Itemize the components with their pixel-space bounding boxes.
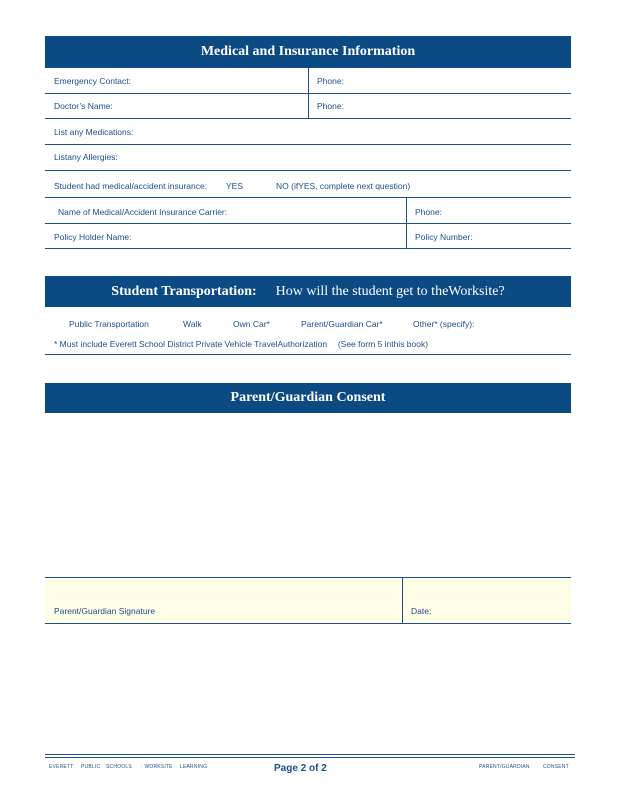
transport-option-own-car[interactable]: Own Car* [233,319,270,329]
footer-org-5: LEARNING [180,764,208,770]
transport-option-walk[interactable]: Walk [183,319,202,329]
transport-title-question: How will the student get to theWorksite? [275,284,505,299]
signature-field[interactable] [48,580,398,604]
doctor-name-field[interactable] [120,95,306,117]
row-line [45,144,571,145]
row-line [45,197,571,198]
footer-rule-top [45,754,575,755]
footer-page-number: Page 2 of 2 [274,763,327,774]
date-field[interactable] [435,580,568,618]
policy-holder-label: Policy Holder Name: [54,232,132,242]
transport-option-other[interactable]: Other* (specify): [413,319,475,329]
transport-title-bold: Student Transportation: [111,284,257,299]
consent-section-title: Parent/Guardian Consent [230,390,386,405]
doctor-phone-field[interactable] [350,95,568,117]
doctor-phone-label: Phone: [317,101,344,111]
footer-org-1: EVERETT [49,764,74,770]
transport-note-reference: (See form 5 inthis book) [337,339,429,349]
insurance-carrier-label: Name of Medical/Accident Insurance Carrier: [58,207,228,217]
policy-holder-field[interactable] [132,226,402,248]
row-line [45,354,571,355]
row-line [45,170,571,171]
signature-divider [402,577,403,623]
emergency-phone-field[interactable] [350,70,568,92]
emergency-contact-label: Emergency Contact: [54,76,132,86]
carrier-phone-label: Phone: [415,207,442,217]
emergency-phone-label: Phone: [317,76,344,86]
doctor-name-label: Doctor’s Name: [54,101,113,111]
consent-section-header [45,383,571,413]
policy-number-field[interactable] [470,226,568,248]
medical-section-title: Medical and Insurance Information [200,44,416,59]
footer-org-3: SCHOOLS [106,764,132,770]
consent-text-area [45,414,571,576]
signature-label: Parent/Guardian Signature [54,606,156,616]
carrier-phone-field[interactable] [445,200,568,222]
insurance-carrier-field[interactable] [225,200,403,222]
date-label: Date: [411,606,432,616]
footer-form-name: PARENT/GUARDIAN [479,764,530,770]
insurance-question-label: Student had medical/accident insurance: [54,181,208,191]
footer-org-4: · WORKSITE [141,764,173,770]
transport-note-required: * Must include Everett School District Private Vehicle TravelAuthorization [54,339,328,349]
row-line [45,93,571,94]
allergies-label: Listany Allergies: [54,152,118,162]
medical-section-header [45,36,571,68]
row-line [45,118,571,119]
allergies-field[interactable] [125,146,568,168]
row-line [45,248,571,249]
transport-note [54,339,428,349]
emergency-contact-field[interactable] [140,70,306,92]
medications-label: List any Medications: [54,127,134,137]
insurance-yes-option[interactable]: YES [226,181,244,191]
row-line [45,223,571,224]
footer-form-type: CONSENT [543,764,569,770]
transport-option-public[interactable]: Public Transportation [69,319,149,329]
insurance-no-option[interactable]: NO (ifYES, complete next question) [276,181,411,191]
footer-rule-bottom [45,757,575,758]
transport-section-header [45,276,571,307]
footer-org-2: PUBLIC [81,764,101,770]
transport-other-field[interactable] [478,314,568,330]
transport-option-parent-car[interactable]: Parent/Guardian Car* [301,319,383,329]
medications-field[interactable] [135,121,568,143]
policy-number-label: Policy Number: [415,232,473,242]
